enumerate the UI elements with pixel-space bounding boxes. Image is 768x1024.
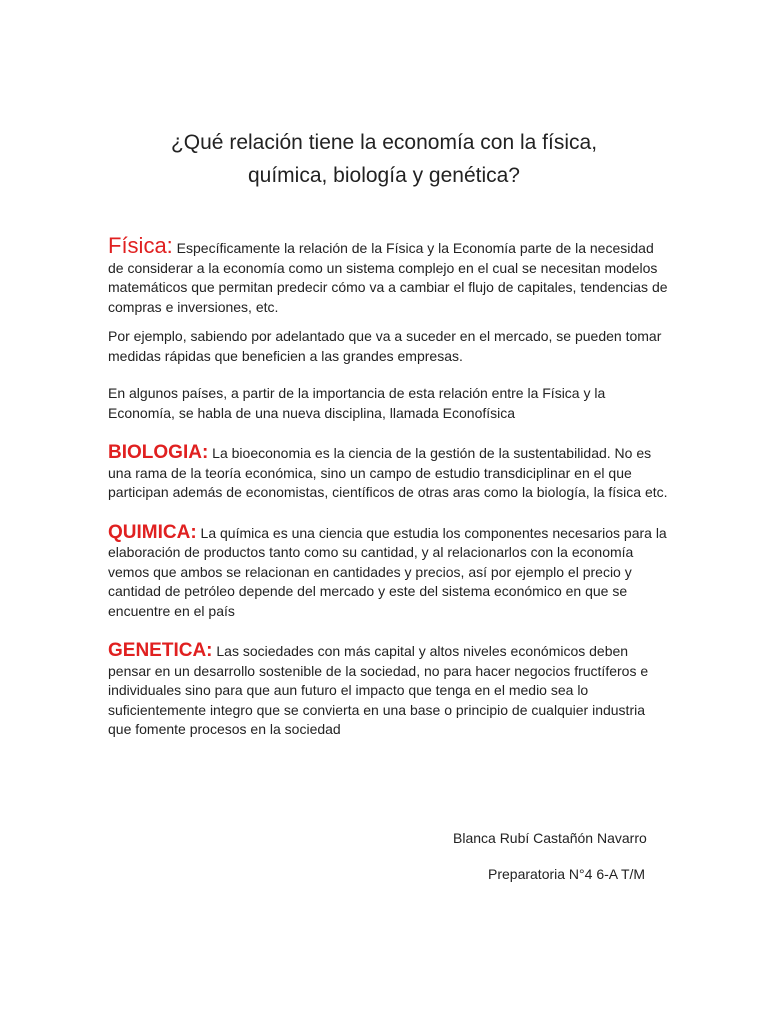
biologia-text: La bioeconomia es la ciencia de la gestión de la sustentabilidad. No es una rama de la teoría económica, sino un campo de estudio transdiciplinar en el que participan además de economistas, científicos de otras aras como la biología, la física etc. bbox=[108, 445, 668, 500]
fisica-countries-paragraph: En algunos países, a partir de la importancia de esta relación entre la Física y la Economía, se habla de una nueva disciplina, llamada Econofísica bbox=[108, 385, 606, 421]
quimica-text: La química es una ciencia que estudia los componentes necesarios para la elaboración de productos tanto como su cantidad, y al relacionarlos con la economía vemos que ambos se relacionan en cantidades y precios, así por ejemplo el precio y cantidad de petróleo depende del mercado y este del sistema económico en que se encuentre en el país bbox=[108, 524, 667, 619]
fisica-paragraph bbox=[108, 233, 668, 317]
genetica-text: Las sociedades con más capital y altos niveles económicos deben pensar en un desarrollo sostenible de la sociedad, no para hacer negocios fructíferos e individuales sino para que aun futuro el impacto que tenga en el medio sea lo suficientemente integro que se convierta en una base o principio de cualquier industria que fomente procesos en la sociedad bbox=[108, 643, 649, 737]
fisica-heading: Física: bbox=[108, 233, 173, 258]
biologia-heading: BIOLOGIA: bbox=[108, 442, 209, 463]
biologia-paragraph bbox=[108, 443, 668, 503]
school-name: Preparatoria N°4 6-A T/M bbox=[488, 866, 646, 882]
fisica-text: Específicamente la relación de la Física y la Economía parte de la necesidad de considerar a la economía como un sistema complejo en el cual se necesitan modelos matemáticos que permitan predecir cómo va a cambiar el flujo de capitales, tendencias de compras e inversiones, etc. bbox=[108, 240, 668, 315]
fisica-example-paragraph: Por ejemplo, sabiendo por adelantado que va a suceder en el mercado, se pueden tomar medidas rápidas que beneficien a las grandes empresas. bbox=[108, 328, 662, 364]
document-body bbox=[108, 233, 668, 740]
genetica-heading: GENETICA: bbox=[108, 640, 213, 661]
title-line-2: química, biología y genética? bbox=[247, 164, 520, 187]
quimica-paragraph bbox=[108, 523, 668, 622]
genetica-paragraph bbox=[108, 641, 668, 740]
author-name: Blanca Rubí Castañón Navarro bbox=[453, 830, 647, 846]
title-line-1: ¿Qué relación tiene la economía con la física, bbox=[170, 131, 598, 154]
document-title bbox=[100, 126, 668, 192]
quimica-heading: QUIMICA: bbox=[108, 521, 197, 543]
